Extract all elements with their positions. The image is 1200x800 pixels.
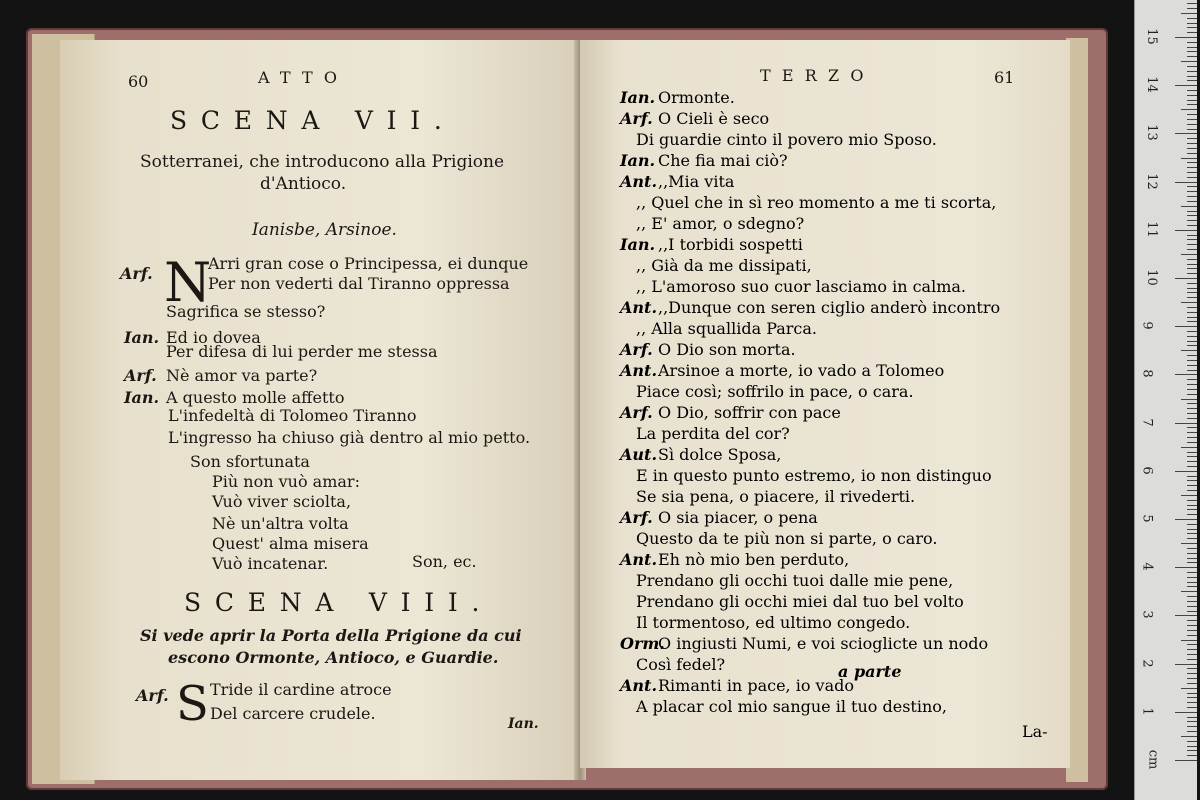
ruler-tick	[1187, 476, 1197, 477]
ruler-number: cm	[1145, 749, 1161, 770]
ruler-tick	[1181, 109, 1197, 110]
ruler-tick	[1187, 345, 1197, 346]
ruler-tick	[1187, 485, 1197, 486]
drop-cap-s: S	[176, 676, 209, 732]
verse-line: ,, Quel che in sì reo momento a me ti scorta,	[636, 193, 997, 212]
ruler-tick	[1187, 461, 1197, 462]
speaker-label: Ian.	[620, 235, 656, 254]
ruler-tick	[1187, 693, 1197, 694]
ruler-tick	[1187, 220, 1197, 221]
ruler-tick	[1181, 61, 1197, 62]
ruler-number: 14	[1143, 76, 1159, 93]
ruler-tick	[1175, 37, 1197, 38]
ruler-tick	[1187, 659, 1197, 660]
ruler-tick	[1187, 403, 1197, 404]
ruler-tick	[1187, 196, 1197, 197]
ruler-tick	[1187, 625, 1197, 626]
ruler-tick	[1187, 148, 1197, 149]
verse-line: Quest' alma misera	[212, 534, 369, 553]
ruler-tick	[1181, 447, 1197, 448]
verse-line: Più non vuò amar:	[212, 472, 360, 491]
ruler-tick	[1187, 505, 1197, 506]
ruler-tick	[1175, 133, 1197, 134]
ruler-number: 12	[1143, 172, 1159, 190]
ruler-tick	[1187, 548, 1197, 549]
ruler-tick	[1187, 66, 1197, 67]
ruler-tick	[1187, 577, 1197, 578]
verse-line: Il tormentoso, ed ultimo congedo.	[636, 613, 911, 632]
ruler-tick	[1187, 259, 1197, 260]
ruler-tick	[1181, 543, 1197, 544]
ruler-tick	[1187, 80, 1197, 81]
ruler-tick	[1187, 572, 1197, 573]
ruler-tick	[1175, 519, 1197, 520]
ruler-tick	[1187, 8, 1197, 9]
speaker-label: Arf.	[620, 340, 653, 359]
ruler-tick	[1187, 582, 1197, 583]
ruler-tick	[1187, 114, 1197, 115]
scene-7-characters: Ianisbe, Arsinoe.	[252, 220, 397, 240]
a-parte-direction: a parte	[838, 662, 902, 681]
ruler-tick	[1187, 490, 1197, 491]
speaker-label: Arf.	[620, 109, 653, 128]
ruler-tick	[1187, 18, 1197, 19]
ruler-tick	[1175, 182, 1197, 183]
verse-line: E in questo punto estremo, io non distinguo	[636, 466, 992, 485]
ruler-tick	[1187, 264, 1197, 265]
verse-line: Di guardie cinto il povero mio Sposo.	[636, 130, 937, 149]
ruler-tick	[1187, 32, 1197, 33]
speaker-label: Ian.	[124, 328, 160, 347]
catchword: Ian.	[508, 716, 539, 732]
ruler-tick	[1181, 640, 1197, 641]
verse-line: Arsinoe a morte, io vado a Tolomeo	[658, 361, 945, 380]
ruler-tick	[1187, 456, 1197, 457]
measuring-ruler	[1134, 0, 1197, 800]
ruler-tick	[1187, 312, 1197, 313]
ruler-tick	[1187, 215, 1197, 216]
ruler-tick	[1187, 56, 1197, 57]
ruler-tick	[1187, 726, 1197, 727]
ruler-tick	[1181, 591, 1197, 592]
ruler-tick	[1187, 268, 1197, 269]
ruler-tick	[1187, 186, 1197, 187]
ruler-tick	[1187, 586, 1197, 587]
ruler-tick	[1187, 427, 1197, 428]
scene-8-heading: SCENA VIII.	[184, 588, 494, 617]
scene-7-setting-line-1: Sotterranei, che introducono alla Prigione	[140, 152, 505, 172]
ruler-tick	[1187, 389, 1197, 390]
verse-line: Nè un'altra volta	[212, 514, 349, 533]
ruler-tick	[1187, 697, 1197, 698]
ruler-tick	[1187, 750, 1197, 751]
ruler-tick	[1187, 442, 1197, 443]
ruler-tick	[1187, 514, 1197, 515]
ruler-tick	[1187, 558, 1197, 559]
ruler-tick	[1175, 278, 1197, 279]
verse-line: Che fia mai ciò?	[658, 151, 788, 170]
ruler-tick	[1187, 500, 1197, 501]
ruler-tick	[1181, 399, 1197, 400]
ruler-number: 6	[1139, 466, 1155, 475]
ruler-tick	[1187, 225, 1197, 226]
ruler-tick	[1187, 654, 1197, 655]
ruler-tick	[1181, 158, 1197, 159]
ruler-tick	[1187, 480, 1197, 481]
ruler-tick	[1175, 664, 1197, 665]
verse-line: O Dio son morta.	[658, 340, 796, 359]
ruler-tick	[1181, 13, 1197, 14]
speaker-label: Arf.	[620, 508, 653, 527]
ruler-tick	[1187, 239, 1197, 240]
verse-line: A questo molle affetto	[166, 388, 345, 407]
verse-line: ,, Alla squallida Parca.	[636, 319, 818, 338]
ruler-tick	[1187, 317, 1197, 318]
verse-line: Vuò incatenar.	[212, 554, 329, 573]
ruler-tick	[1187, 51, 1197, 52]
ruler-tick	[1187, 191, 1197, 192]
verse-line: Per difesa di lui perder me stessa	[166, 342, 438, 361]
ruler-tick	[1187, 553, 1197, 554]
speaker-label: Arf.	[120, 264, 153, 283]
ruler-tick	[1181, 736, 1197, 737]
speaker-label: Ant.	[620, 676, 658, 695]
right-running-head: TERZO	[760, 66, 875, 85]
left-page	[60, 40, 580, 780]
ruler-tick	[1187, 413, 1197, 414]
verse-line: ,, Già da me dissipati,	[636, 256, 812, 275]
verse-line: ,,I torbidi sospetti	[658, 235, 803, 254]
verse-line: Questo da te più non si parte, o caro.	[636, 529, 938, 548]
ruler-tick	[1175, 326, 1197, 327]
speaker-label: Ant.	[620, 298, 658, 317]
ruler-tick	[1187, 138, 1197, 139]
ruler-tick	[1181, 495, 1197, 496]
ruler-tick	[1187, 432, 1197, 433]
verse-line: Tride il cardine atroce	[210, 680, 392, 699]
drop-cap-n: N	[164, 251, 212, 314]
ruler-tick	[1175, 471, 1197, 472]
verse-line: Rimanti in pace, io vado	[658, 676, 854, 695]
verse-line: ,, E' amor, o sdegno?	[636, 214, 805, 233]
ruler-tick	[1187, 717, 1197, 718]
ruler-tick	[1187, 620, 1197, 621]
ruler-tick	[1175, 712, 1197, 713]
ruler-tick	[1187, 683, 1197, 684]
ruler-tick	[1187, 167, 1197, 168]
left-running-head: ATTO	[258, 68, 349, 87]
ruler-tick	[1187, 3, 1197, 4]
verse-line: L'infedeltà di Tolomeo Tiranno	[168, 406, 417, 425]
ruler-tick	[1187, 702, 1197, 703]
ruler-tick	[1187, 104, 1197, 105]
ruler-tick	[1187, 437, 1197, 438]
speaker-label: Arf.	[124, 366, 157, 385]
ruler-tick	[1187, 76, 1197, 77]
ruler-tick	[1187, 721, 1197, 722]
ruler-tick	[1187, 746, 1197, 747]
ruler-tick	[1187, 244, 1197, 245]
ruler-number: 3	[1139, 610, 1155, 620]
ruler-tick	[1187, 307, 1197, 308]
ruler-tick	[1187, 418, 1197, 419]
ruler-tick	[1181, 254, 1197, 255]
ruler-tick	[1175, 615, 1197, 616]
ruler-tick	[1187, 731, 1197, 732]
left-page-number: 60	[128, 72, 149, 91]
ruler-tick	[1187, 678, 1197, 679]
ruler-tick	[1187, 635, 1197, 636]
ruler-tick	[1187, 606, 1197, 607]
ruler-tick	[1187, 90, 1197, 91]
ruler-tick	[1187, 273, 1197, 274]
verse-line: Arri gran cose o Principessa, ei dunque	[208, 254, 529, 273]
ruler-tick	[1175, 567, 1197, 568]
ruler-number: 1	[1139, 707, 1155, 716]
verse-line: O sia piacer, o pena	[658, 508, 818, 527]
speaker-label: Ant.	[620, 172, 658, 191]
ruler-tick	[1187, 630, 1197, 631]
ruler-number: 13	[1143, 124, 1159, 142]
ruler-tick	[1187, 707, 1197, 708]
ruler-tick	[1187, 119, 1197, 120]
speaker-label: Aut.	[620, 445, 658, 464]
right-catchword: La-	[1022, 722, 1048, 741]
verse-line: Piace così; soffrilo in pace, o cara.	[636, 382, 914, 401]
ruler-tick	[1187, 27, 1197, 28]
ruler-tick	[1187, 143, 1197, 144]
right-page-number: 61	[994, 68, 1015, 87]
ruler-tick	[1187, 365, 1197, 366]
ruler-tick	[1187, 611, 1197, 612]
verse-line: Ormonte.	[658, 88, 735, 107]
verse-line: A placar col mio sangue il tuo destino,	[636, 697, 947, 716]
speaker-label: Ant.	[620, 550, 658, 569]
ruler-tick	[1187, 408, 1197, 409]
ruler-number: 5	[1139, 514, 1155, 523]
ruler-tick	[1187, 562, 1197, 563]
ruler-tick	[1175, 230, 1197, 231]
ruler-tick	[1187, 124, 1197, 125]
ruler-tick	[1187, 321, 1197, 322]
verse-line: Per non vederti dal Tiranno oppressa	[208, 274, 510, 293]
ruler-tick	[1187, 153, 1197, 154]
ruler-tick	[1187, 42, 1197, 43]
ruler-tick	[1187, 649, 1197, 650]
ruler-tick	[1187, 249, 1197, 250]
ruler-tick	[1181, 302, 1197, 303]
verse-line: Son sfortunata	[190, 452, 310, 471]
ruler-tick	[1187, 172, 1197, 173]
ruler-tick	[1187, 47, 1197, 48]
verse-line: Se sia pena, o piacere, il rivederti.	[636, 487, 916, 506]
ruler-tick	[1175, 760, 1197, 761]
scene-8-setting-line-1: Si vede aprir la Porta della Prigione da cui	[140, 626, 522, 645]
ruler-tick	[1187, 509, 1197, 510]
ruler-tick	[1187, 177, 1197, 178]
ruler-tick	[1187, 100, 1197, 101]
ruler-tick	[1187, 596, 1197, 597]
ruler-tick	[1187, 71, 1197, 72]
ruler-number: 8	[1139, 369, 1155, 379]
ruler-number: 7	[1139, 417, 1155, 427]
ruler-tick	[1187, 162, 1197, 163]
verse-line: La perdita del cor?	[636, 424, 790, 443]
ruler-tick	[1181, 206, 1197, 207]
speaker-label: Ant.	[620, 361, 658, 380]
ruler-tick	[1187, 201, 1197, 202]
verse-line: ,, L'amoroso suo cuor lasciamo in calma.	[636, 277, 966, 296]
verse-line: O ingiusti Numi, e voi scioglicte un nodo	[658, 634, 989, 653]
ruler-tick	[1187, 524, 1197, 525]
ruler-tick	[1187, 452, 1197, 453]
ruler-number: 10	[1143, 269, 1159, 286]
ruler-tick	[1187, 755, 1197, 756]
ruler-tick	[1187, 644, 1197, 645]
ruler-tick	[1187, 394, 1197, 395]
verse-line: Prendano gli occhi tuoi dalle mie pene,	[636, 571, 954, 590]
ruler-tick	[1187, 95, 1197, 96]
speaker-label: Ian.	[124, 388, 160, 407]
verse-line: Eh nò mio ben perduto,	[658, 550, 850, 569]
scene-8-setting-line-2: escono Ormonte, Antioco, e Guardie.	[168, 648, 499, 667]
verse-line: Sagrifica se stesso?	[166, 302, 326, 321]
ruler-number: 11	[1143, 221, 1159, 238]
ruler-tick	[1187, 668, 1197, 669]
verse-line: O Cieli è seco	[658, 109, 770, 128]
verse-line: Prendano gli occhi miei dal tuo bel volto	[636, 592, 964, 611]
ruler-number: 2	[1139, 658, 1155, 668]
ruler-number: 9	[1139, 321, 1155, 330]
ruler-tick	[1187, 292, 1197, 293]
verse-line: L'ingresso ha chiuso già dentro al mio petto.	[168, 428, 531, 447]
ruler-tick	[1187, 297, 1197, 298]
verse-line: Nè amor va parte?	[166, 366, 318, 385]
ruler-tick	[1187, 336, 1197, 337]
verse-line: Vuò viver sciolta,	[212, 492, 352, 511]
ruler-tick	[1187, 355, 1197, 356]
scene-7-setting-line-2: d'Antioco.	[260, 174, 347, 194]
ruler-tick	[1187, 601, 1197, 602]
verse-line: Così fedel?	[636, 655, 726, 674]
verse-line: Sì dolce Sposa,	[658, 445, 782, 464]
ruler-tick	[1187, 211, 1197, 212]
ruler-tick	[1175, 423, 1197, 424]
ruler-tick	[1175, 374, 1197, 375]
ruler-tick	[1187, 23, 1197, 24]
ruler-number: 4	[1139, 562, 1155, 571]
ruler-tick	[1187, 379, 1197, 380]
ruler-tick	[1187, 235, 1197, 236]
ruler-tick	[1187, 288, 1197, 289]
speaker-label: Ian.	[620, 88, 656, 107]
scene-7-heading: SCENA VII.	[170, 106, 456, 135]
verse-line: ,,Mia vita	[658, 172, 735, 191]
ruler-tick	[1187, 370, 1197, 371]
ruler-tick	[1187, 384, 1197, 385]
ruler-tick	[1175, 85, 1197, 86]
verse-line: O Dio, soffrir con pace	[658, 403, 841, 422]
speaker-label: Arf.	[620, 403, 653, 422]
ruler-tick	[1187, 741, 1197, 742]
ruler-tick	[1181, 688, 1197, 689]
ruler-tick	[1187, 538, 1197, 539]
ruler-tick	[1187, 341, 1197, 342]
speaker-label: Arf.	[136, 686, 169, 705]
ruler-tick	[1187, 129, 1197, 130]
son-ec-note: Son, ec.	[412, 552, 477, 571]
ruler-number: 15	[1143, 28, 1159, 45]
speaker-label: Ian.	[620, 151, 656, 170]
verse-line: ,,Dunque con seren ciglio anderò incontro	[658, 298, 1001, 317]
verse-line: Ed io dovea	[166, 328, 261, 347]
speaker-label: Orm.	[620, 634, 665, 653]
ruler-tick	[1187, 673, 1197, 674]
ruler-tick	[1187, 331, 1197, 332]
ruler-tick	[1187, 533, 1197, 534]
ruler-tick	[1187, 529, 1197, 530]
verse-line: Del carcere crudele.	[210, 704, 376, 723]
ruler-tick	[1187, 466, 1197, 467]
ruler-tick	[1187, 283, 1197, 284]
ruler-tick	[1187, 360, 1197, 361]
ruler-tick	[1181, 350, 1197, 351]
